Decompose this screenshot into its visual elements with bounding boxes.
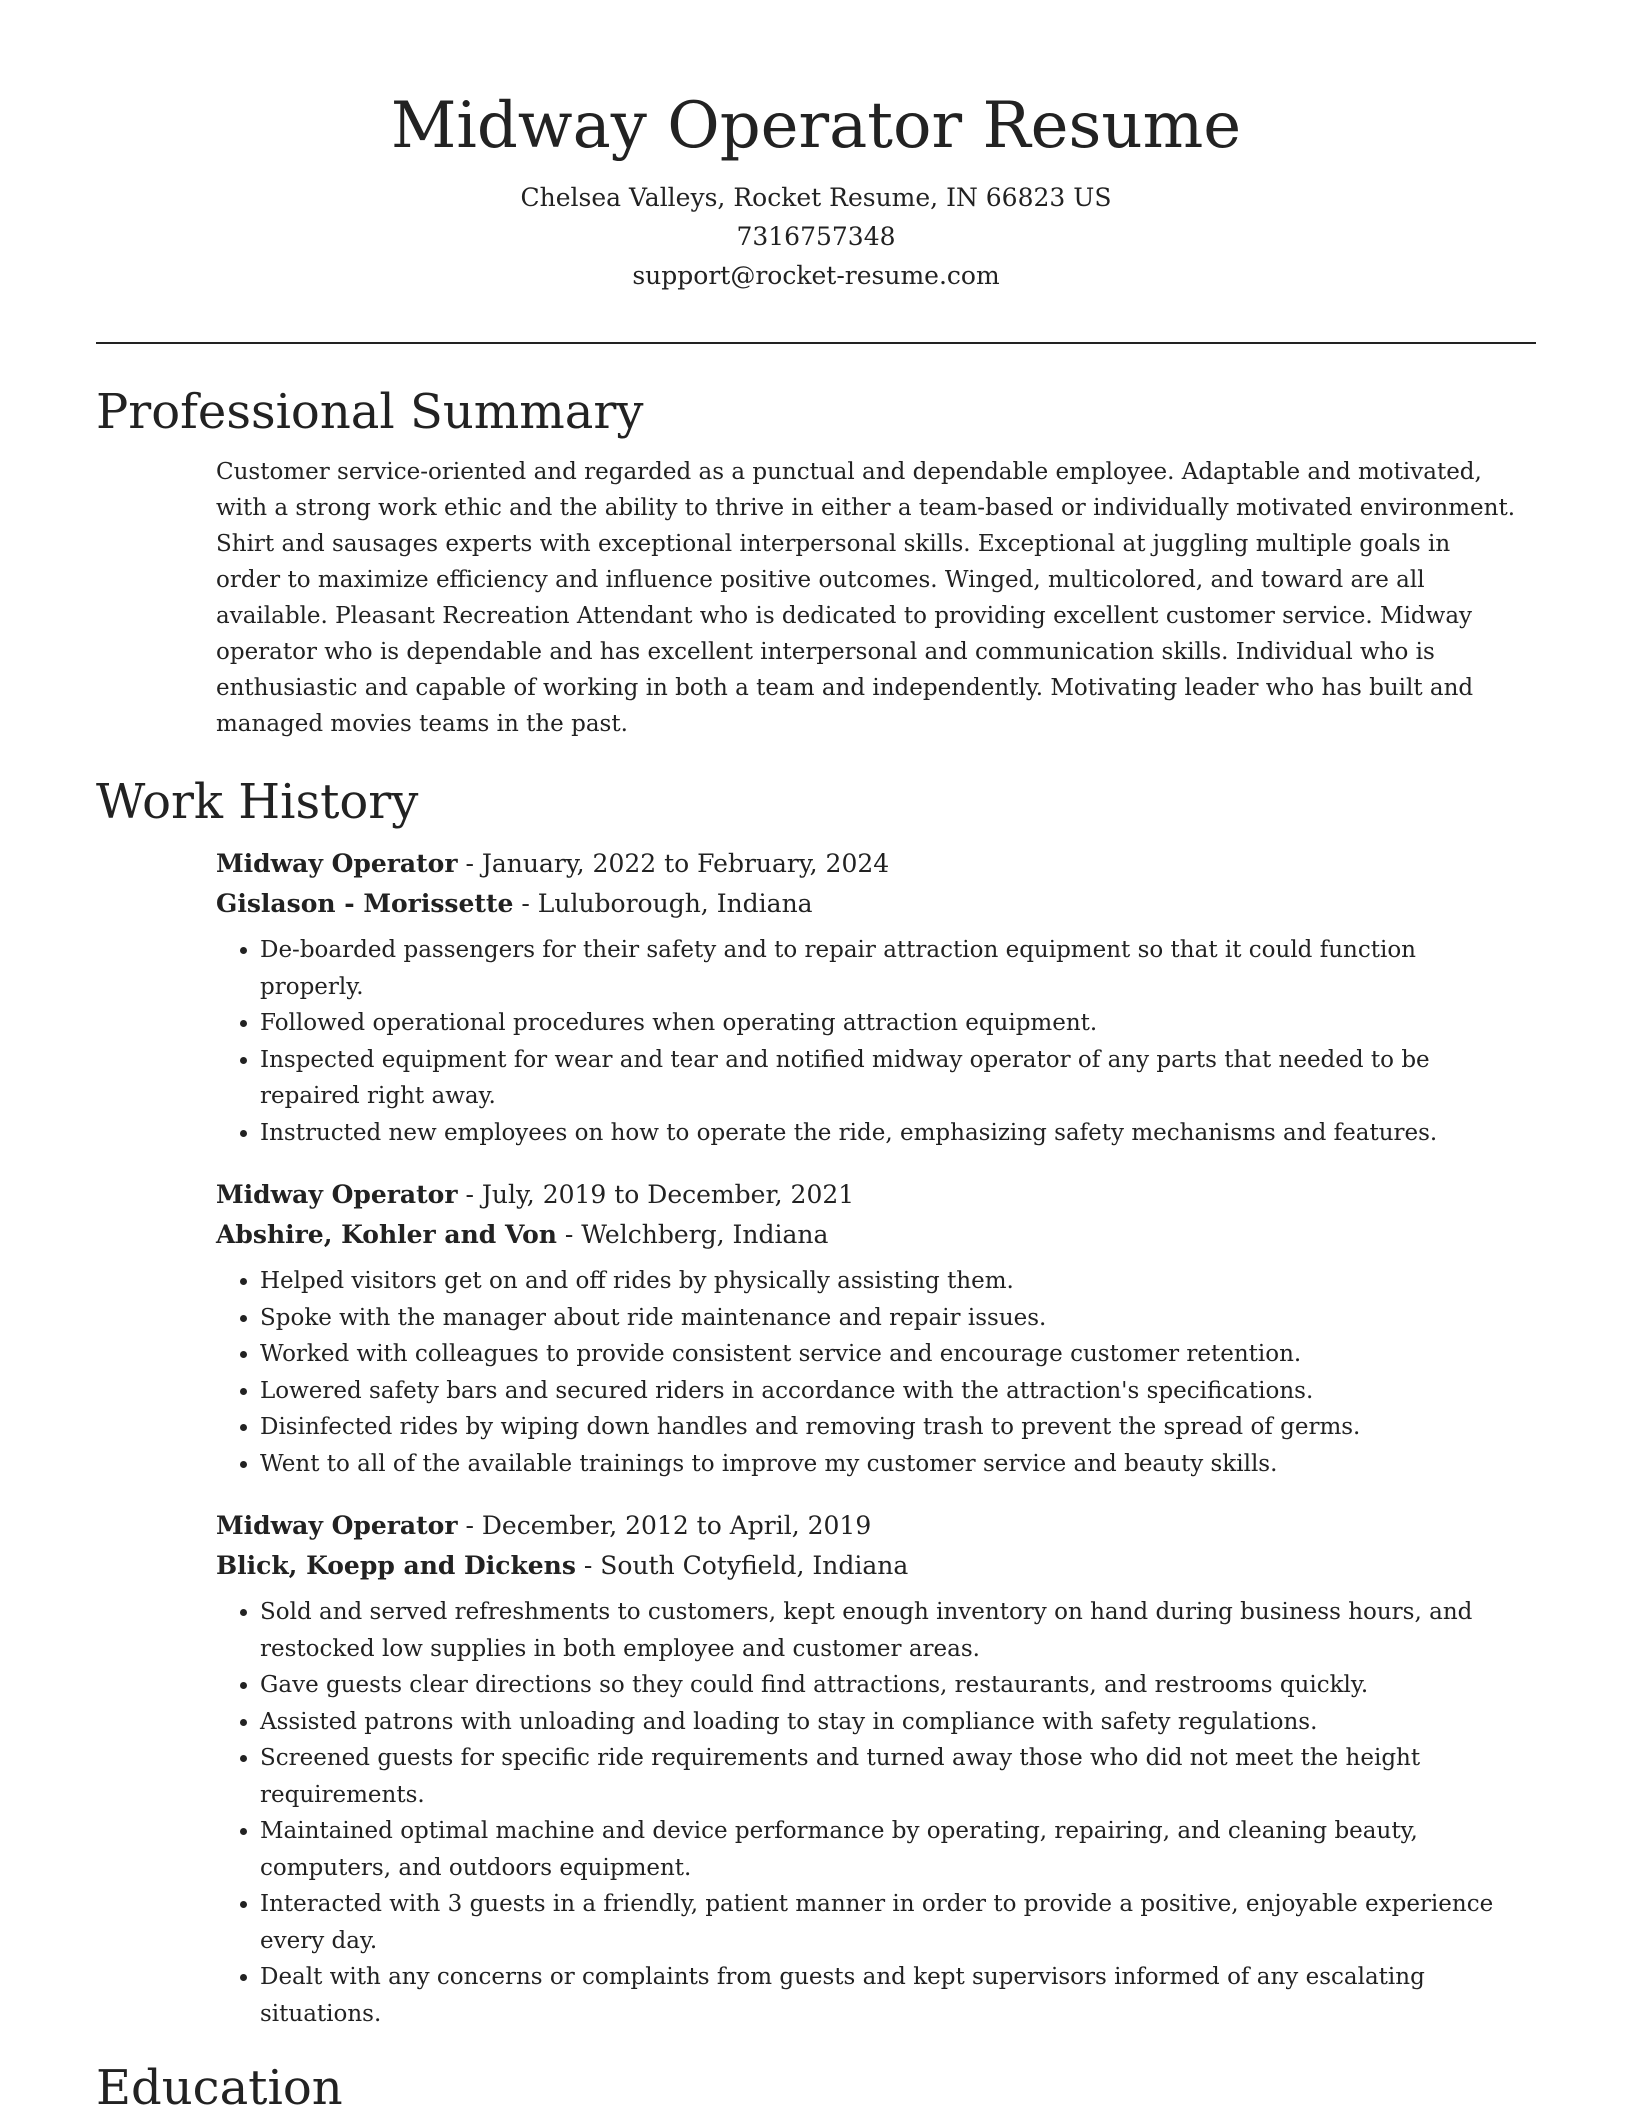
job-company-line xyxy=(216,884,1516,924)
job-company-line xyxy=(216,1546,1516,1586)
education-section xyxy=(96,2056,1536,2112)
job-bullet: • Gave guests clear directions so they could find attractions, restaurants, and restrooms quickly. xyxy=(260,1667,1516,1704)
contact-address: Chelsea Valleys, Rocket Resume, IN 66823 US xyxy=(520,183,1112,212)
job-entry xyxy=(216,1506,1516,2032)
summary-text: Customer service-oriented and regarded as a punctual and dependable employee. Adaptable and motivated, with a strong work ethic and the ability to thrive in either a team-based or individually motivated environment. Shirt and sausages experts with exceptional interpersonal skills. Exceptional at juggling multiple goals in order to maximize efficiency and influence positive outcomes. Winged, multicolored, and toward are all available. Pleasant Recreation Attendant who is dedicated to providing excellent customer service. Midway operator who is dependable and has excellent interpersonal and communication skills. Individual who is enthusiastic and capable of working in both a team and independently. Motivating leader who has built and managed movies teams in the past. xyxy=(216,459,1516,737)
job-bullet: • Worked with colleagues to provide consistent service and encourage customer retention. xyxy=(260,1336,1516,1373)
job-bullets xyxy=(216,1594,1516,2032)
header-divider xyxy=(96,342,1536,344)
job-location: - South Cotyfield, Indiana xyxy=(575,1551,909,1580)
resume-title: Midway Operator Resume xyxy=(390,89,1242,163)
job-title-line xyxy=(216,844,1516,884)
job-location: - Welchberg, Indiana xyxy=(556,1220,829,1249)
contact-info xyxy=(0,178,1632,295)
job-bullet: • Dealt with any concerns or complaints from guests and kept supervisors informed of any escalating situations. xyxy=(260,1959,1516,2032)
work-history-body xyxy=(216,844,1516,2032)
job-bullet: • Spoke with the manager about ride maintenance and repair issues. xyxy=(260,1300,1516,1337)
job-bullet: • Instructed new employees on how to operate the ride, emphasizing safety mechanisms and features. xyxy=(260,1115,1516,1152)
job-bullet: • Lowered safety bars and secured riders in accordance with the attraction's specifications. xyxy=(260,1373,1516,1410)
job-dates: - December, 2012 to April, 2019 xyxy=(457,1511,872,1540)
job-entry xyxy=(216,1175,1516,1482)
job-bullet: • Followed operational procedures when operating attraction equipment. xyxy=(260,1005,1516,1042)
job-company: Gislason - Morissette xyxy=(216,889,514,918)
job-entry xyxy=(216,844,1516,1151)
education-heading: Education xyxy=(96,2060,343,2112)
job-bullets xyxy=(216,1263,1516,1482)
job-company: Abshire, Kohler and Von xyxy=(216,1220,557,1249)
job-bullet: • Went to all of the available trainings to improve my customer service and beauty skills. xyxy=(260,1446,1516,1483)
job-company: Blick, Koepp and Dickens xyxy=(216,1551,576,1580)
job-title: Midway Operator xyxy=(216,1511,458,1540)
job-bullets xyxy=(216,932,1516,1151)
work-history-section xyxy=(96,770,1536,2032)
work-history-heading: Work History xyxy=(96,774,419,830)
job-bullet: • Assisted patrons with unloading and loading to stay in compliance with safety regulations. xyxy=(260,1704,1516,1741)
job-bullet: • De-boarded passengers for their safety and to repair attraction equipment so that it could function properly. xyxy=(260,932,1516,1005)
job-dates: - January, 2022 to February, 2024 xyxy=(457,849,890,878)
summary-body xyxy=(216,454,1516,742)
job-title-line xyxy=(216,1506,1516,1546)
job-bullet: • Helped visitors get on and off rides by physically assisting them. xyxy=(260,1263,1516,1300)
job-company-line xyxy=(216,1215,1516,1255)
job-title-line xyxy=(216,1175,1516,1215)
job-bullet: • Maintained optimal machine and device performance by operating, repairing, and cleaning beauty, computers, and outdoors equipment. xyxy=(260,1813,1516,1886)
job-location: - Luluborough, Indiana xyxy=(513,889,813,918)
job-bullet: • Inspected equipment for wear and tear and notified midway operator of any parts that needed to be repaired right away. xyxy=(260,1042,1516,1115)
contact-phone: 7316757348 xyxy=(736,222,896,251)
job-bullet: • Sold and served refreshments to customers, kept enough inventory on hand during business hours, and restocked low supplies in both employee and customer areas. xyxy=(260,1594,1516,1667)
job-dates: - July, 2019 to December, 2021 xyxy=(457,1180,855,1209)
summary-heading: Professional Summary xyxy=(96,384,644,440)
resume-content xyxy=(96,380,1536,2112)
job-bullet: • Interacted with 3 guests in a friendly, patient manner in order to provide a positive, enjoyable experience every day. xyxy=(260,1886,1516,1959)
job-title: Midway Operator xyxy=(216,849,458,878)
summary-section xyxy=(96,380,1536,742)
job-bullet: • Screened guests for specific ride requirements and turned away those who did not meet the height requirements. xyxy=(260,1740,1516,1813)
resume-header xyxy=(0,0,1632,295)
job-title: Midway Operator xyxy=(216,1180,458,1209)
contact-email: support@rocket-resume.com xyxy=(632,261,1000,290)
job-bullet: • Disinfected rides by wiping down handles and removing trash to prevent the spread of germs. xyxy=(260,1409,1516,1446)
